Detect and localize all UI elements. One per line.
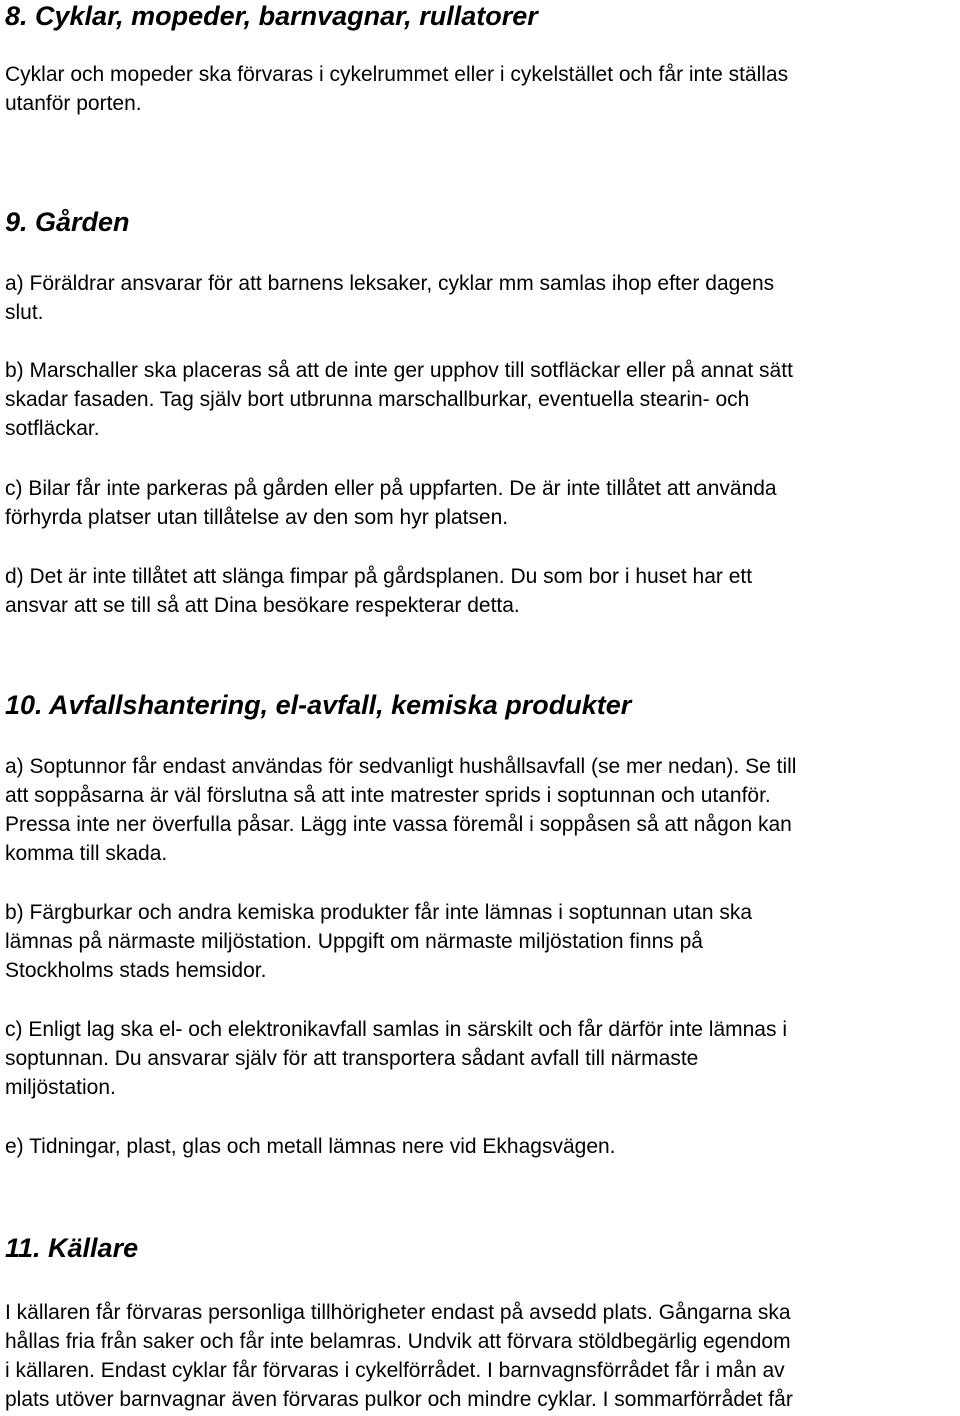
text-line: ansvar att se till så att Dina besökare respekterar detta. bbox=[5, 594, 520, 617]
paragraph-10e bbox=[5, 1132, 616, 1161]
text-line: b) Marschaller ska placeras så att de inte ger upphov till sotfläckar eller på annat sätt bbox=[5, 359, 793, 382]
text-line: I källaren får förvaras personliga tillhörigheter endast på avsedd plats. Gångarna ska bbox=[5, 1301, 791, 1324]
text-line: soptunnan. Du ansvarar själv för att transportera sådant avfall till närmaste bbox=[5, 1047, 699, 1070]
text-line: skadar fasaden. Tag själv bort utbrunna marschallburkar, eventuella stearin- och bbox=[5, 388, 750, 411]
text-line: komma till skada. bbox=[5, 842, 168, 865]
text-line: c) Enligt lag ska el- och elektronikavfall samlas in särskilt och får därför inte lämnas i bbox=[5, 1018, 787, 1041]
text-line: plats utöver barnvagnar även förvaras pulkor och mindre cyklar. I sommarförrådet får bbox=[5, 1388, 793, 1411]
text-line: Pressa inte ner överfulla påsar. Lägg inte vassa föremål i soppåsen så att någon kan bbox=[5, 813, 792, 836]
paragraph-10a bbox=[5, 752, 796, 868]
text-line: lämnas på närmaste miljöstation. Uppgift om närmaste miljöstation finns på bbox=[5, 930, 703, 953]
text-line: a) Föräldrar ansvarar för att barnens leksaker, cyklar mm samlas ihop efter dagens bbox=[5, 272, 775, 295]
paragraph-9a bbox=[5, 269, 774, 327]
text-line: a) Soptunnor får endast användas för sedvanligt hushållsavfall (se mer nedan). Se till bbox=[5, 755, 797, 778]
text-line: b) Färgburkar och andra kemiska produkter får inte lämnas i soptunnan utan ska bbox=[5, 901, 753, 924]
text-line: c) Bilar får inte parkeras på gården eller på uppfarten. De är inte tillåtet att använda bbox=[5, 477, 777, 500]
text-line: hållas fria från saker och får inte belamras. Undvik att förvara stöldbegärlig egendom bbox=[5, 1330, 791, 1353]
paragraph-11 bbox=[5, 1298, 793, 1414]
paragraph-9b bbox=[5, 356, 793, 443]
text-line: förhyrda platser utan tillåtelse av den som hyr platsen. bbox=[5, 506, 509, 529]
section-heading-9: 9. Gården bbox=[5, 207, 130, 237]
text-line: i källaren. Endast cyklar får förvaras i cykelförrådet. I barnvagnsförrådet får i mån av bbox=[5, 1359, 785, 1382]
paragraph-9c bbox=[5, 474, 777, 532]
text-line: utanför porten. bbox=[5, 92, 142, 115]
text-line: d) Det är inte tillåtet att slänga fimpar på gårdsplanen. Du som bor i huset har ett bbox=[5, 565, 753, 588]
text-line: Stockholms stads hemsidor. bbox=[5, 959, 267, 982]
section-heading-8: 8. Cyklar, mopeder, barnvagnar, rullatorer bbox=[5, 1, 538, 31]
text-line: miljöstation. bbox=[5, 1076, 116, 1099]
paragraph-10c bbox=[5, 1015, 787, 1102]
text-line: e) Tidningar, plast, glas och metall lämnas nere vid Ekhagsvägen. bbox=[5, 1135, 616, 1158]
paragraph-10b bbox=[5, 898, 752, 985]
section-heading-10: 10. Avfallshantering, el-avfall, kemiska produkter bbox=[5, 690, 632, 720]
text-line: att soppåsarna är väl förslutna så att inte matrester sprids i soptunnan och utanför. bbox=[5, 784, 771, 807]
text-line: slut. bbox=[5, 301, 44, 324]
paragraph-9d bbox=[5, 562, 752, 620]
text-line: sotfläckar. bbox=[5, 417, 100, 440]
paragraph-8-intro bbox=[5, 60, 788, 118]
text-line: Cyklar och mopeder ska förvaras i cykelrummet eller i cykelstället och får inte ställas bbox=[5, 63, 789, 86]
section-heading-11: 11. Källare bbox=[5, 1233, 139, 1263]
